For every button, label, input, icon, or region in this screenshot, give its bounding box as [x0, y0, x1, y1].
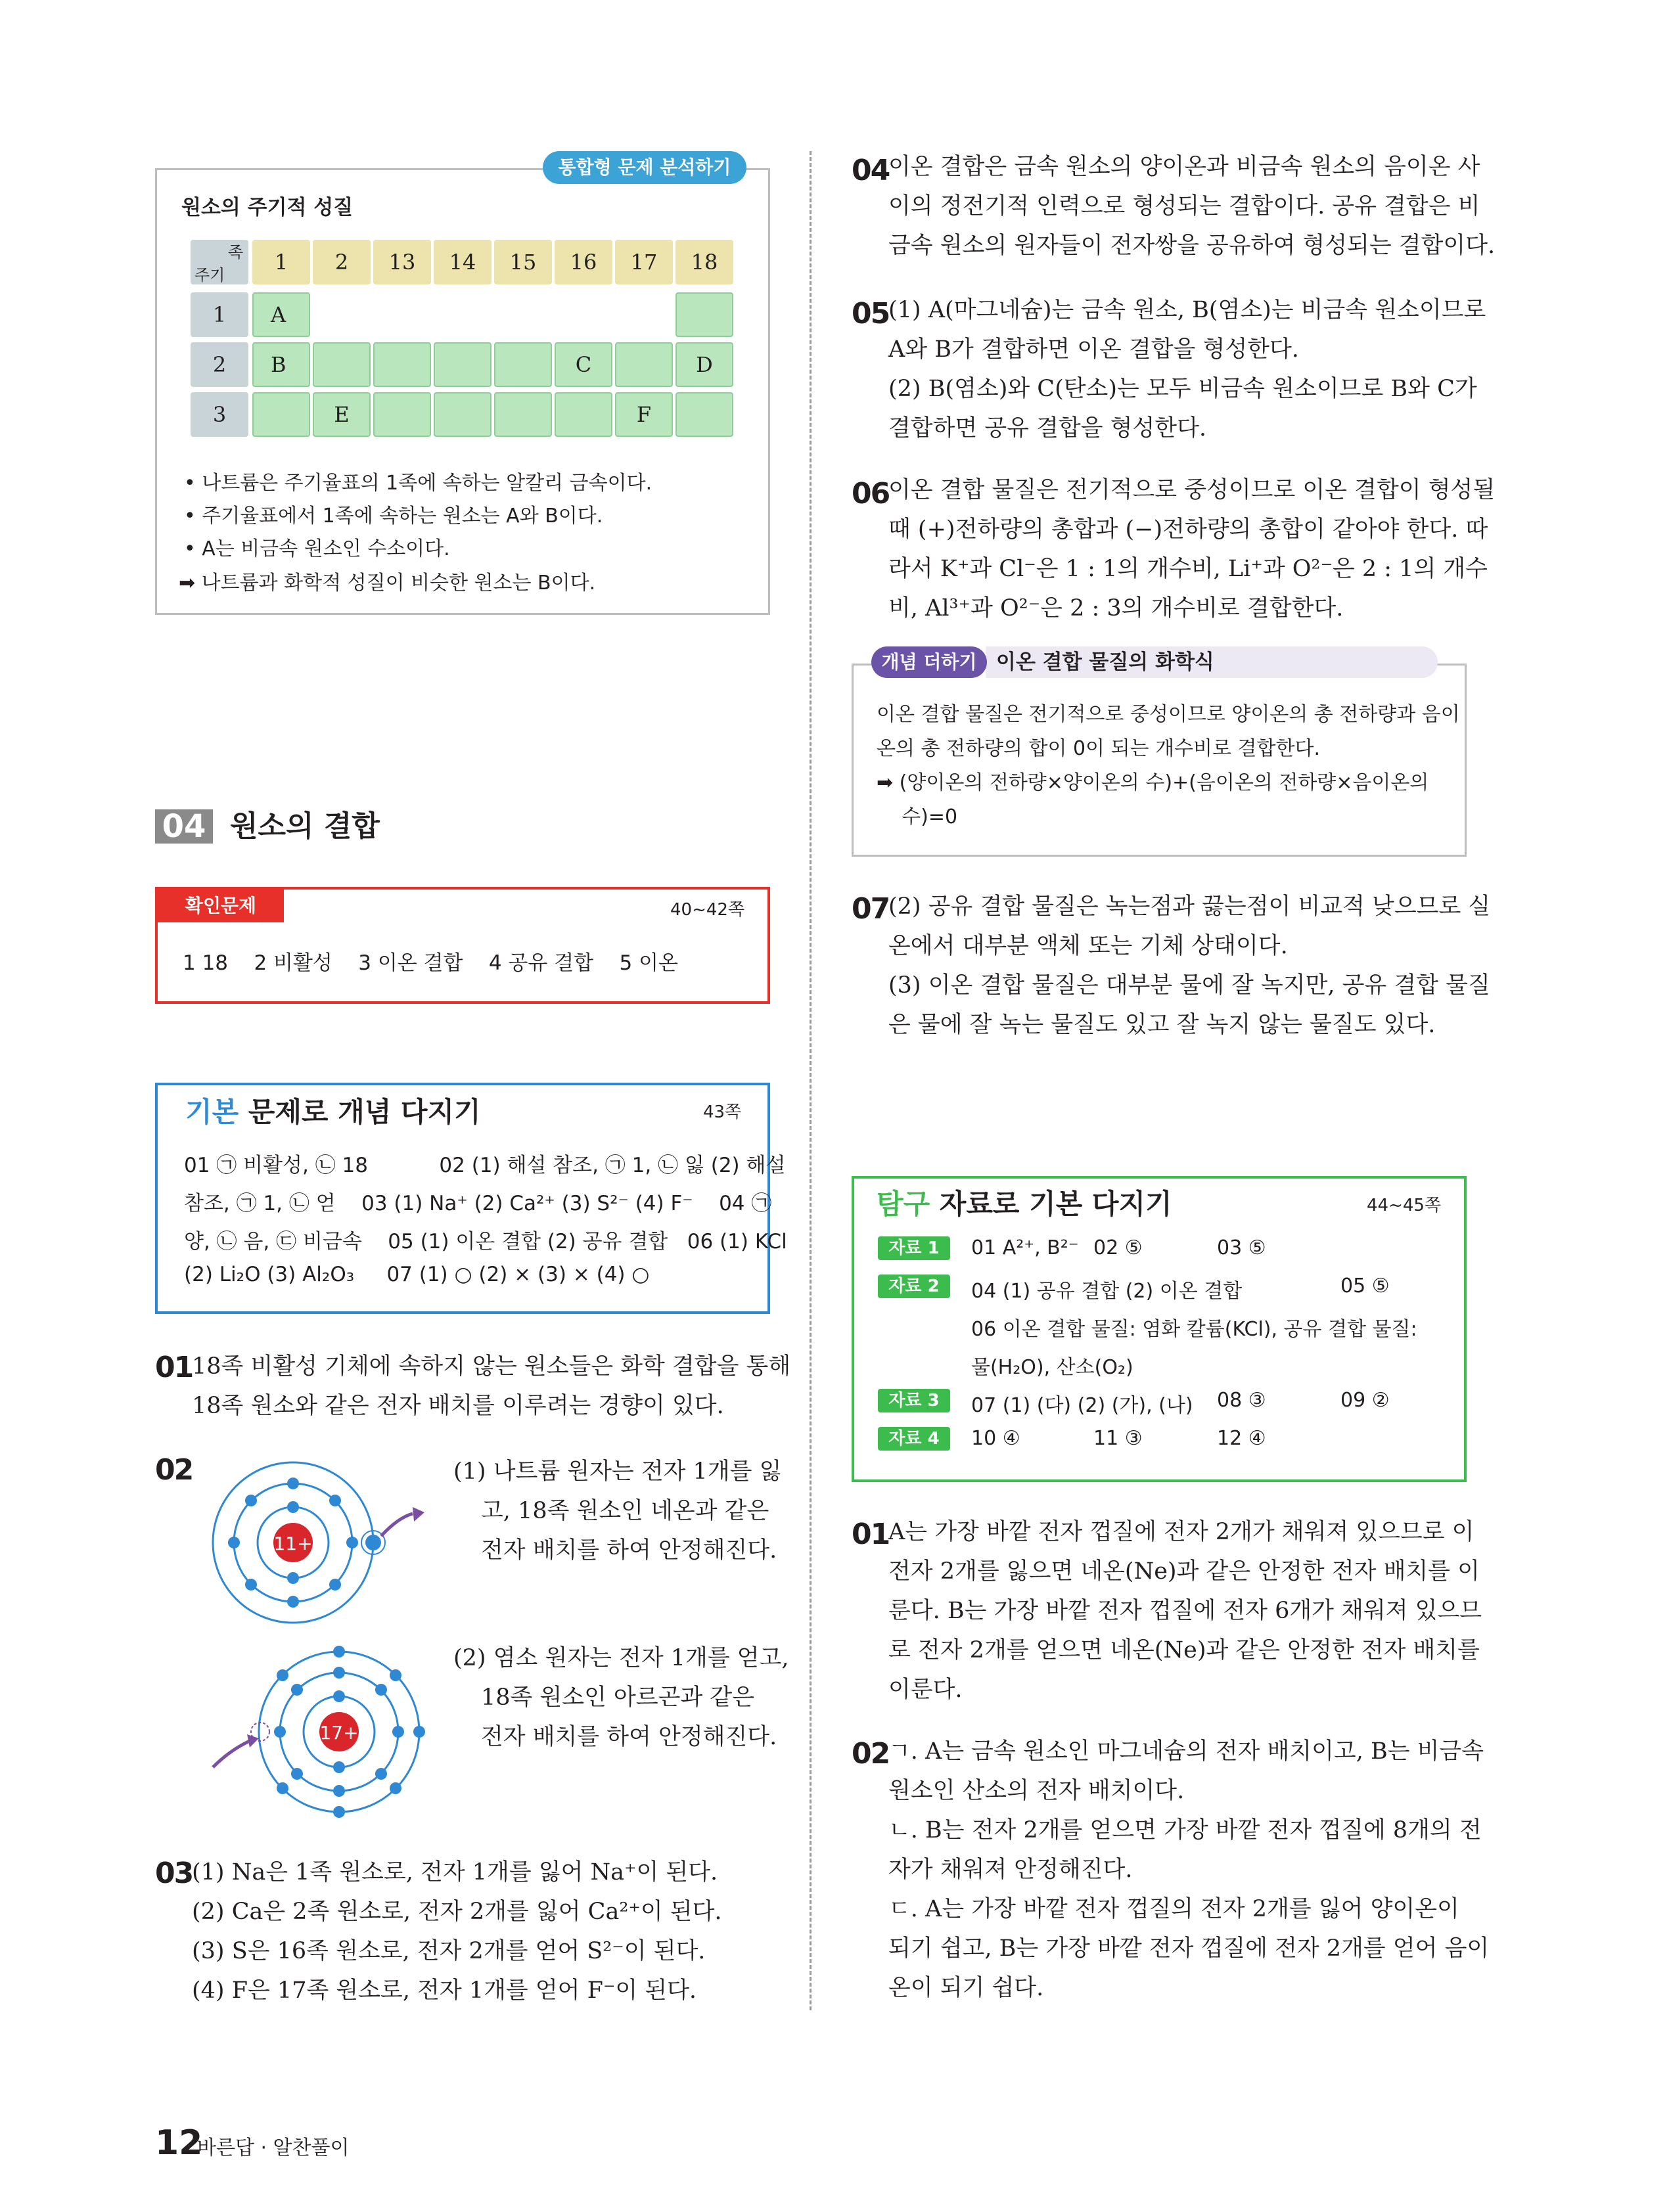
q07-line-2: 온에서 대부분 액체 또는 기체 상태이다.	[888, 933, 1288, 959]
basic-title-accent: 기본	[185, 1096, 239, 1128]
q02-part2-line-3: 전자 배치를 하여 안정해진다.	[481, 1724, 777, 1750]
group-header: 2	[313, 240, 371, 284]
period-header: 1	[191, 292, 248, 337]
concept-plus-tag: 개념 더하기	[871, 646, 987, 678]
analysis-tag: 통합형 문제 분석하기	[543, 151, 746, 184]
bullet-2: • 주기율표에서 1족에 속하는 원소는 A와 B이다.	[184, 505, 603, 528]
r01-line-4: 로 전자 2개를 얻으면 네온(Ne)과 같은 안정한 전자 배치를	[888, 1637, 1480, 1663]
explore-row1-b: 02 ⑤	[1093, 1236, 1143, 1259]
r02-line-3: ㄴ. B는 전자 2개를 얻으면 가장 바깥 전자 껍질에 8개의 전	[888, 1817, 1482, 1843]
q02-part2-line-1: (2) 염소 원자는 전자 1개를 얻고,	[453, 1645, 789, 1671]
q05-line-4: 결합하면 공유 결합을 형성한다.	[888, 415, 1207, 441]
q07-line-3: (3) 이온 결합 물질은 대부분 물에 잘 녹지만, 공유 결합 물질	[888, 972, 1490, 999]
concept-title: 이온 결합 물질의 화학식	[996, 650, 1214, 674]
element-cell	[494, 342, 552, 387]
q02-part2-line-2: 18족 원소인 아르곤과 같은	[481, 1684, 755, 1711]
periodic-table-title: 원소의 주기적 성질	[181, 196, 354, 219]
q03-line-4: (4) F은 17족 원소로, 전자 1개를 얻어 F⁻이 된다.	[192, 1977, 697, 2004]
q04-number: 04	[852, 154, 890, 187]
q03-number: 03	[155, 1857, 193, 1890]
q06-number: 06	[852, 477, 890, 510]
basic-title-rest: 문제로 개념 다지기	[239, 1096, 481, 1128]
explore-row6-c: 12 ④	[1217, 1427, 1266, 1450]
r01-number: 01	[852, 1518, 890, 1551]
r01-line-2: 전자 2개를 잃으면 네온(Ne)과 같은 안정한 전자 배치를 이	[888, 1558, 1480, 1585]
q02-part1-line-2: 고, 18족 원소인 네온과 같은	[481, 1498, 769, 1524]
group-header: 13	[373, 240, 431, 284]
q03-line-2: (2) Ca은 2족 원소로, 전자 2개를 잃어 Ca²⁺이 된다.	[192, 1899, 722, 1925]
explore-tag-1: 자료 1	[878, 1236, 950, 1260]
element-cell	[555, 392, 612, 437]
element-cell	[434, 392, 492, 437]
explore-page-ref: 44~45쪽	[1367, 1196, 1442, 1215]
explore-row1-c: 03 ⑤	[1217, 1236, 1266, 1259]
q02-number: 02	[155, 1453, 193, 1487]
explore-row4-a: 물(H₂O), 산소(O₂)	[971, 1356, 1133, 1379]
r02-line-1: ㄱ. A는 금속 원소인 마그네슘의 전자 배치이고, B는 비금속	[888, 1738, 1484, 1765]
element-cell: F	[615, 392, 673, 437]
explore-title-rest: 자료로 기본 다지기	[930, 1188, 1172, 1220]
r02-line-7: 온이 되기 쉽다.	[888, 1975, 1044, 2001]
concept-line-1: 이온 결합 물질은 전기적으로 중성이므로 양이온의 총 전하량과 음이	[877, 703, 1460, 726]
page-number: 12	[155, 2123, 203, 2163]
q04-line-1: 이온 결합은 금속 원소의 양이온과 비금속 원소의 음이온 사	[888, 154, 1480, 180]
q03-line-3: (3) S은 16족 원소로, 전자 2개를 얻어 S²⁻이 된다.	[192, 1938, 706, 1964]
element-cell	[313, 342, 371, 387]
explore-row6-a: 10 ④	[971, 1427, 1020, 1450]
explore-row2-c: 05 ⑤	[1340, 1275, 1390, 1298]
explore-tag-3: 자료 3	[878, 1389, 950, 1412]
basic-problem-title	[185, 1091, 481, 1130]
q06-line-4: 비, Al³⁺과 O²⁻은 2 : 3의 개수비로 결합한다.	[888, 595, 1344, 621]
q05-line-3: (2) B(염소)와 C(탄소)는 모두 비금속 원소이므로 B와 C가	[888, 376, 1477, 402]
corner-group-label: 족	[227, 243, 243, 261]
group-header: 15	[494, 240, 552, 284]
explore-row3-a: 06 이온 결합 물질: 염화 칼륨(KCl), 공유 결합 물질:	[971, 1318, 1417, 1341]
check-answers: 1 18 2 비활성 3 이온 결합 4 공유 결합 5 이온	[183, 951, 679, 975]
q05-line-1: (1) A(마그네슘)는 금속 원소, B(염소)는 비금속 원소이므로	[888, 297, 1486, 323]
chlorine-nucleus-label: 17+	[319, 1722, 359, 1744]
bullet-3: • A는 비금속 원소인 수소이다.	[184, 537, 450, 560]
basic-line-3: 양, ㉡ 음, ㉢ 비금속 05 (1) 이온 결합 (2) 공유 결합 06 (1) KCl	[184, 1230, 787, 1253]
element-cell: A	[252, 292, 310, 337]
explore-row1-a: 01 A²⁺, B²⁻	[971, 1236, 1079, 1259]
r02-number: 02	[852, 1737, 890, 1771]
footer-title: 바른답 · 알찬풀이	[197, 2136, 350, 2159]
section-title: 원소의 결합	[230, 809, 380, 843]
q05-line-2: A와 B가 결합하면 이온 결합을 형성한다.	[888, 336, 1299, 363]
group-header: 1	[252, 240, 310, 284]
q04-line-2: 이의 정전기적 인력으로 형성되는 결합이다. 공유 결합은 비	[888, 193, 1480, 219]
r01-line-5: 이룬다.	[888, 1677, 963, 1703]
column-divider	[810, 151, 812, 2010]
chlorine-atom-diagram	[204, 1642, 427, 1826]
basic-page-ref: 43쪽	[703, 1102, 742, 1122]
r01-line-3: 룬다. B는 가장 바깥 전자 껍질에 전자 6개가 채워져 있으므	[888, 1598, 1482, 1624]
explore-row5-a: 07 (1) (다) (2) (가), (나)	[971, 1394, 1193, 1417]
q02-part1-line-3: 전자 배치를 하여 안정해진다.	[481, 1537, 777, 1564]
group-header: 16	[555, 240, 612, 284]
explore-title	[877, 1183, 1172, 1222]
element-cell	[675, 392, 733, 437]
element-cell	[675, 292, 733, 337]
r02-line-2: 원소인 산소의 전자 배치이다.	[888, 1778, 1185, 1804]
concept-line-3: ➡ (양이온의 전하량×양이온의 수)+(음이온의 전하량×음이온의	[877, 771, 1429, 794]
check-problem-tag: 확인문제	[158, 890, 284, 922]
r02-line-5: ㄷ. A는 가장 바깥 전자 껍질의 전자 2개를 잃어 양이온이	[888, 1896, 1459, 1922]
explore-row5-c: 09 ②	[1340, 1389, 1390, 1412]
q01-line-1: 18족 비활성 기체에 속하지 않는 원소들은 화학 결합을 통해	[192, 1353, 791, 1380]
element-cell: C	[555, 342, 612, 387]
explore-row5-b: 08 ③	[1217, 1389, 1266, 1412]
element-cell	[373, 342, 431, 387]
element-cell	[373, 392, 431, 437]
element-cell: E	[313, 392, 371, 437]
element-cell	[434, 342, 492, 387]
q03-line-1: (1) Na은 1족 원소로, 전자 1개를 잃어 Na⁺이 된다.	[192, 1859, 718, 1885]
section-number: 04	[155, 809, 213, 844]
r01-line-1: A는 가장 바깥 전자 껍질에 전자 2개가 채워져 있으므로 이	[888, 1519, 1475, 1545]
concept-line-4: 수)=0	[877, 805, 958, 828]
explore-row6-b: 11 ③	[1093, 1427, 1143, 1450]
q02-part1-line-1: (1) 나트륨 원자는 전자 1개를 잃	[453, 1458, 782, 1485]
explore-tag-2: 자료 2	[878, 1275, 950, 1298]
r02-line-6: 되기 쉽고, B는 가장 바깥 전자 껍질에 전자 2개를 얻어 음이	[888, 1935, 1490, 1962]
q06-line-1: 이온 결합 물질은 전기적으로 중성이므로 이온 결합이 형성될	[888, 477, 1496, 503]
element-cell	[494, 392, 552, 437]
basic-line-4: (2) Li₂O (3) Al₂O₃ 07 (1) ○ (2) × (3) × (4) ○	[184, 1263, 650, 1286]
sodium-nucleus-label: 11+	[273, 1533, 313, 1554]
q01-line-2: 18족 원소와 같은 전자 배치를 이루려는 경향이 있다.	[192, 1393, 724, 1419]
q06-line-2: 때 (+)전하량의 총합과 (−)전하량의 총합이 같아야 한다. 따	[888, 516, 1488, 543]
sodium-atom-diagram	[204, 1458, 427, 1629]
q01-number: 01	[155, 1351, 193, 1384]
bullet-1: • 나트륨은 주기율표의 1족에 속하는 알칼리 금속이다.	[184, 472, 652, 495]
bullet-conclusion: ➡ 나트륨과 화학적 성질이 비슷한 원소는 B이다.	[179, 572, 596, 595]
group-header: 17	[615, 240, 673, 284]
explore-row2-a: 04 (1) 공유 결합 (2) 이온 결합	[971, 1280, 1243, 1303]
period-header: 3	[191, 392, 248, 437]
q06-line-3: 라서 K⁺과 Cl⁻은 1 : 1의 개수비, Li⁺과 O²⁻은 2 : 1의 개수	[888, 556, 1488, 582]
q05-number: 05	[852, 297, 890, 330]
q07-number: 07	[852, 892, 890, 926]
concept-line-2: 온의 총 전하량의 합이 0이 되는 개수비로 결합한다.	[877, 737, 1320, 760]
q04-line-3: 금속 원소의 원자들이 전자쌍을 공유하여 형성되는 결합이다.	[888, 233, 1496, 259]
element-cell: B	[252, 342, 310, 387]
r02-line-4: 자가 채워져 안정해진다.	[888, 1857, 1133, 1883]
basic-line-2: 참조, ㉠ 1, ㉡ 얻 03 (1) Na⁺ (2) Ca²⁺ (3) S²⁻ (4) F⁻ 04 ㉠	[184, 1192, 772, 1215]
corner-period-label: 주기	[194, 266, 225, 284]
group-header: 14	[434, 240, 492, 284]
element-cell	[615, 342, 673, 387]
q07-line-4: 은 물에 잘 녹는 물질도 있고 잘 녹지 않는 물질도 있다.	[888, 1012, 1436, 1038]
explore-title-accent: 탐구	[877, 1188, 930, 1220]
table-corner	[191, 240, 248, 284]
element-cell	[252, 392, 310, 437]
check-page-ref: 40~42쪽	[670, 900, 745, 920]
group-header: 18	[675, 240, 733, 284]
period-header: 2	[191, 342, 248, 387]
q07-line-1: (2) 공유 결합 물질은 녹는점과 끓는점이 비교적 낮으므로 실	[888, 893, 1491, 920]
explore-tag-4: 자료 4	[878, 1427, 950, 1451]
basic-line-1: 01 ㉠ 비활성, ㉡ 18 02 (1) 해설 참조, ㉠ 1, ㉡ 잃 (2) 해설	[184, 1154, 786, 1177]
element-cell: D	[675, 342, 733, 387]
